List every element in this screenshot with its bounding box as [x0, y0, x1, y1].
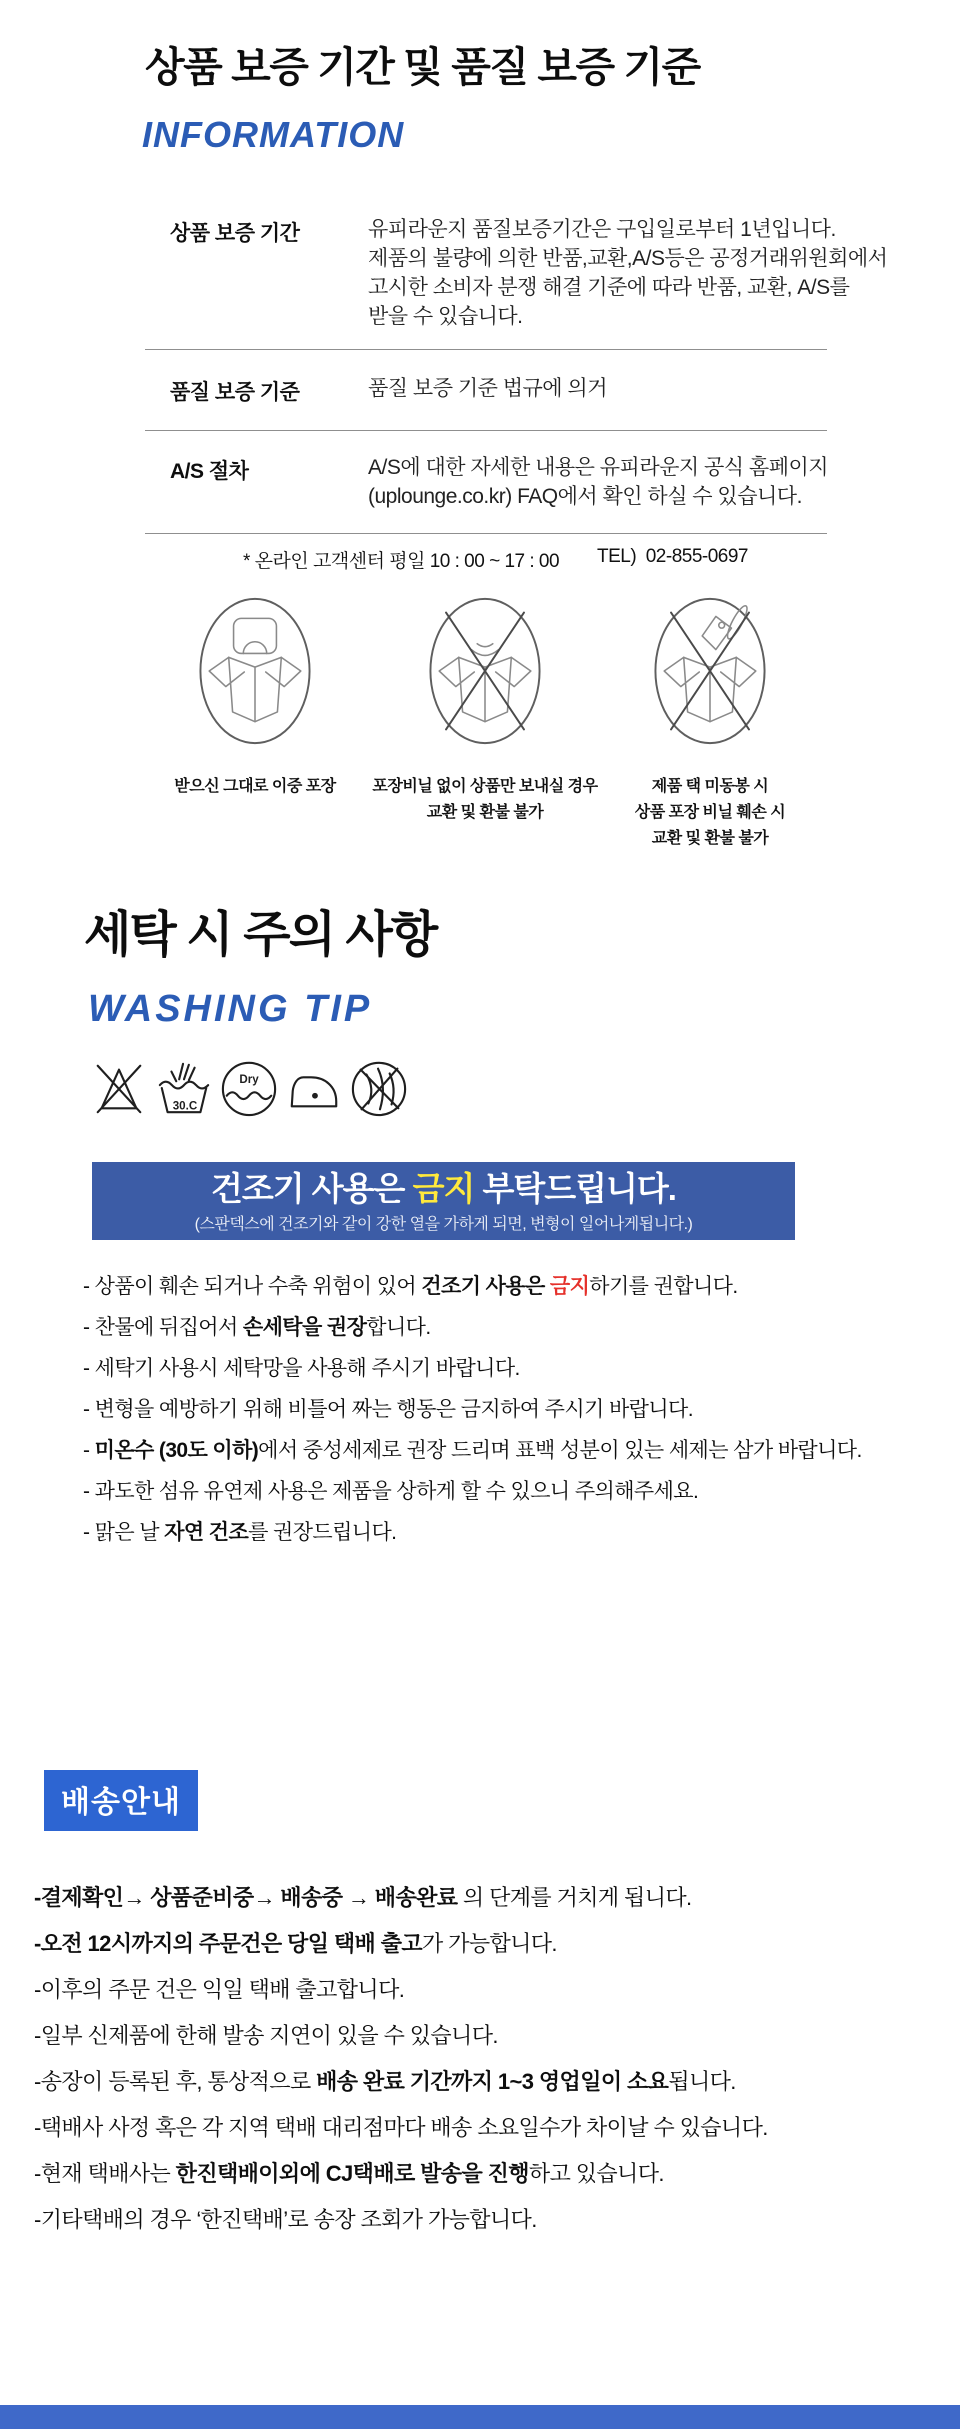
text-segment: 하기를 권합니다. — [589, 1275, 738, 1298]
shipping-info-item — [34, 1875, 768, 1921]
text-segment: 에서 중성세제로 권장 드리며 표백 성분이 있는 세제는 삼가 바랍니다. — [258, 1439, 862, 1462]
text-segment: -일부 신제품에 한해 발송 지연이 있을 수 있습니다. — [34, 2023, 498, 2048]
customer-center-tel: TEL) 02-855-0697 — [597, 546, 748, 567]
packaging-note-caption — [575, 774, 845, 852]
shipping-info-item — [34, 2197, 768, 2243]
table-row-content — [368, 215, 887, 331]
text-segment: - 세탁기 사용시 세탁망을 사용해 주시기 바랍니다. — [83, 1357, 520, 1380]
text-segment: 부탁드립니다. — [474, 1170, 676, 1207]
dryer-warning-headline — [92, 1169, 795, 1209]
no-missing-tag-damaged-wrap-icon — [651, 595, 769, 747]
washing-tip-item — [83, 1348, 862, 1389]
text-segment: 금지 — [412, 1170, 475, 1207]
text-segment: -이후의 주문 건은 익일 택배 출고합니다. — [34, 1977, 405, 2002]
shipping-info-list — [34, 1875, 768, 2243]
text-segment: -택배사 사정 혹은 각 지역 택배 대리점마다 배송 소요일수가 차이날 수 있습니다. — [34, 2115, 768, 2140]
no-product-without-wrap-icon — [426, 595, 544, 747]
text-segment: 가 가능합니다. — [422, 1931, 557, 1956]
table-row-content — [368, 453, 828, 511]
washing-tip-item — [83, 1266, 862, 1307]
table-row-content — [368, 374, 607, 406]
text-segment: 건조기 사용은 — [421, 1275, 550, 1298]
washing-tip-item — [83, 1389, 862, 1430]
text-segment: -오전 12시까지의 주문건은 당일 택배 출고 — [34, 1931, 422, 1956]
washing-tip-item — [83, 1307, 862, 1348]
washing-section-subtitle: WASHING TIP — [88, 988, 373, 1030]
text-segment: 건조기 사용은 — [211, 1170, 413, 1207]
table-row-line: 받을 수 있습니다. — [368, 305, 523, 328]
packaging-caption-line: 제품 택 미동봉 시 — [651, 778, 769, 795]
text-segment: -기타택배의 경우 ‘한진택배’로 송장 조회가 가능합니다. — [34, 2207, 537, 2232]
text-segment: 금지 — [549, 1275, 590, 1298]
shipping-info-item — [34, 2013, 768, 2059]
dryer-warning-subtext: (스판덱스에 건조기와 같이 강한 열을 가하게 되면, 변형이 일어나게됩니다.) — [194, 1215, 693, 1233]
text-segment: 를 권장드립니다. — [248, 1521, 397, 1544]
washing-tips-list — [83, 1266, 862, 1553]
text-segment: 자연 건조 — [164, 1521, 249, 1544]
text-segment: 배송 완료 기간까지 1~3 영업일이 소요 — [316, 2069, 669, 2094]
iron-icon — [285, 1056, 343, 1120]
packaging-caption-line: 받으신 그대로 이중 포장 — [174, 778, 336, 795]
text-segment: - — [83, 1439, 95, 1462]
table-row-label: 상품 보증 기간 — [170, 222, 300, 245]
warranty-table — [145, 200, 888, 534]
packaging-caption-line: 교환 및 환불 불가 — [651, 830, 769, 847]
dry-label: Dry — [239, 1073, 259, 1087]
table-row — [145, 200, 888, 350]
packaging-note-tag-damage — [575, 595, 845, 852]
hand-wash-temp-label: 30.C — [172, 1099, 198, 1113]
table-row-line: A/S에 대한 자세한 내용은 유피라운지 공식 홈페이지 — [368, 456, 829, 479]
text-segment: 합니다. — [366, 1316, 431, 1339]
no-dry-clean-icon — [350, 1056, 408, 1120]
table-row — [145, 350, 827, 431]
natural-dry-icon — [220, 1056, 278, 1120]
washing-tip-item — [83, 1512, 862, 1553]
packaging-caption-line: 교환 및 환불 불가 — [426, 804, 544, 821]
washing-tip-item — [83, 1430, 862, 1471]
table-row-line: 제품의 불량에 의한 반품,교환,A/S등은 공정거래위원회에서 — [368, 247, 888, 270]
shipping-info-item — [34, 2151, 768, 2197]
packaging-caption-line: 상품 포장 비닐 훼손 시 — [634, 804, 786, 821]
warranty-section-subtitle: INFORMATION — [142, 114, 405, 155]
table-row — [145, 431, 827, 534]
double-box-packing-icon — [196, 595, 314, 747]
text-segment: - 찬물에 뒤집어서 — [83, 1316, 243, 1339]
text-segment: - 과도한 섬유 유연제 사용은 제품을 상하게 할 수 있으니 주의해주세요. — [83, 1480, 699, 1503]
laundry-symbols-row — [90, 1056, 408, 1120]
shipping-info-item — [34, 1967, 768, 2013]
table-row-line: 유피라운지 품질보증기간은 구입일로부터 1년입니다. — [368, 218, 836, 241]
no-bleach-icon — [90, 1056, 148, 1120]
text-segment: 됩니다. — [668, 2069, 736, 2094]
text-segment: - 변형을 예방하기 위해 비틀어 짜는 행동은 금지하여 주시기 바랍니다. — [83, 1398, 693, 1421]
footer-accent-bar — [0, 2405, 960, 2429]
text-segment: -현재 택배사는 — [34, 2161, 176, 2186]
table-row-line: 고시한 소비자 분쟁 해결 기준에 따라 반품, 교환, A/S를 — [368, 276, 850, 299]
text-segment: 의 단계를 거치게 됩니다. — [457, 1885, 692, 1910]
table-row-label: 품질 보증 기준 — [170, 381, 300, 404]
text-segment: 한진택배이외에 CJ택배로 발송을 진행 — [175, 2161, 529, 2186]
shipping-info-item — [34, 2059, 768, 2105]
table-row-line: 품질 보증 기준 법규에 의거 — [368, 377, 607, 400]
table-row-label: A/S 절차 — [170, 460, 249, 483]
warranty-section-title: 상품 보증 기간 및 품질 보증 기준 — [145, 44, 700, 90]
text-segment: -결제확인→ 상품준비중→ 배송중 → 배송완료 — [34, 1885, 458, 1910]
text-segment: - 상품이 훼손 되거나 수축 위험이 있어 — [83, 1275, 422, 1298]
shipping-info-item — [34, 1921, 768, 1967]
table-row-line: (uplounge.co.kr) FAQ에서 확인 하실 수 있습니다. — [368, 485, 802, 508]
customer-center-hours: * 온라인 고객센터 평일 10 : 00 ~ 17 : 00 — [243, 551, 560, 572]
shipping-info-item — [34, 2105, 768, 2151]
packaging-caption-line: 포장비닐 없이 상품만 보내실 경우 — [372, 778, 598, 795]
washing-tip-item — [83, 1471, 862, 1512]
text-segment: 하고 있습니다. — [528, 2161, 664, 2186]
shipping-section-badge: 배송안내 — [44, 1770, 198, 1831]
hand-wash-30-icon — [155, 1056, 213, 1120]
washing-section-title: 세탁 시 주의 사항 — [84, 908, 437, 962]
dryer-warning-banner — [92, 1162, 795, 1240]
packaging-policy-row — [0, 595, 960, 895]
text-segment: -송장이 등록된 후, 통상적으로 — [34, 2069, 317, 2094]
text-segment: 손세탁을 권장 — [242, 1316, 367, 1339]
text-segment: 미온수 (30도 이하) — [94, 1439, 259, 1462]
text-segment: - 맑은 날 — [83, 1521, 165, 1544]
customer-center-row — [243, 546, 748, 573]
